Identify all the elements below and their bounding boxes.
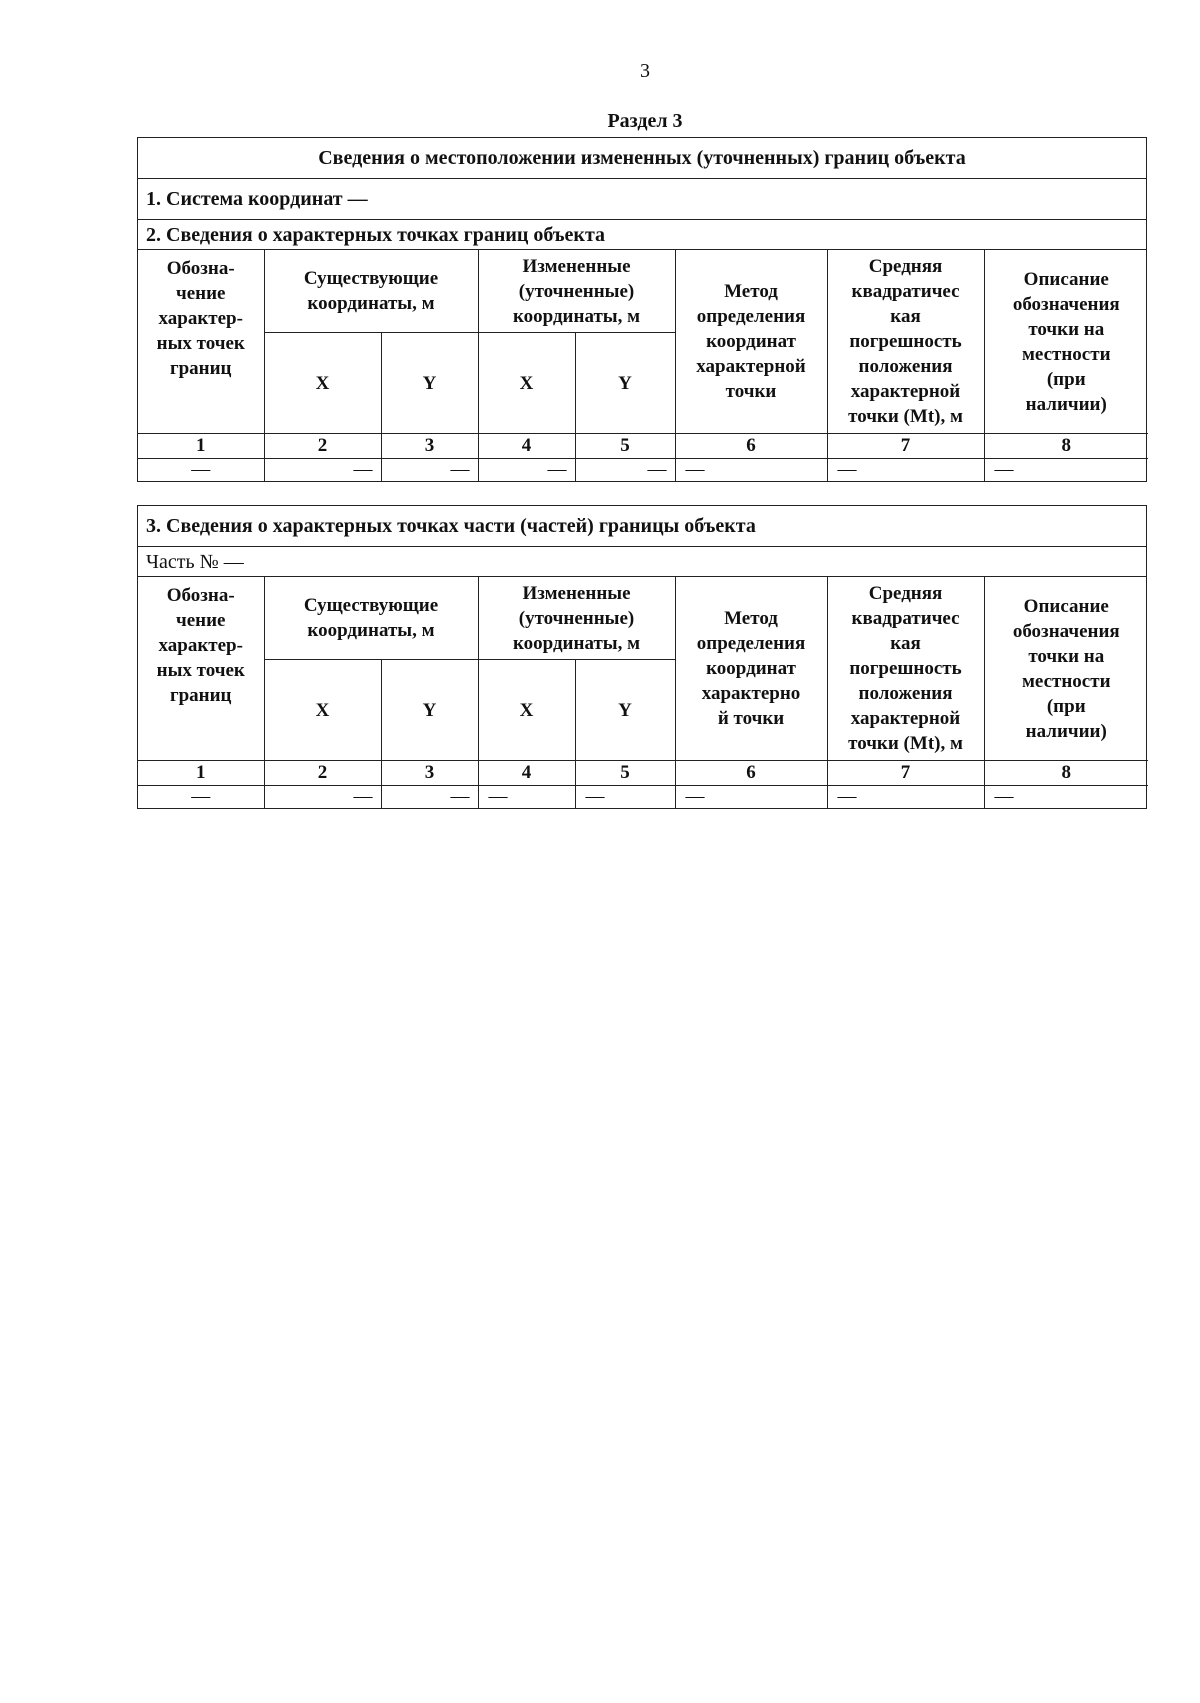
- table-cell: —: [675, 786, 827, 809]
- header-text: Средняя квадратичес кая погрешность положения характерной точки (Mt), м: [848, 256, 963, 427]
- existing-coords-header: [264, 250, 478, 333]
- changed-y-header: Y: [575, 333, 675, 434]
- existing-x-header: X: [264, 660, 381, 761]
- column-number: 5: [575, 434, 675, 459]
- part-points-table: [138, 577, 1148, 808]
- part-boundary-block: [137, 505, 1147, 809]
- column-number: 4: [478, 434, 575, 459]
- table-cell: —: [478, 459, 575, 482]
- table-cell: —: [575, 786, 675, 809]
- table-cell: —: [138, 459, 264, 482]
- existing-y-header: Y: [381, 333, 478, 434]
- header-text: Существующие координаты, м: [303, 268, 439, 314]
- designation-header: [138, 577, 264, 761]
- header-text: Средняя квадратичес кая погрешность положения характерной точки (Mt), м: [848, 583, 963, 754]
- table-cell: —: [138, 786, 264, 809]
- table-cell: —: [827, 459, 984, 482]
- block-title: Сведения о местоположении измененных (уточненных) границ объекта: [138, 138, 1146, 179]
- column-number: 6: [675, 434, 827, 459]
- changed-x-header: X: [478, 660, 575, 761]
- column-number-row: [138, 434, 1148, 459]
- header-text: Измененные (уточненные) координаты, м: [512, 582, 641, 654]
- header-text: Метод определения координат характерной точки: [696, 281, 806, 402]
- column-number: 2: [264, 434, 381, 459]
- table-cell: —: [381, 459, 478, 482]
- table-header-row: [138, 250, 1148, 333]
- table-row: [138, 459, 1148, 482]
- column-number: 7: [827, 434, 984, 459]
- header-text: Измененные (уточненные) координаты, м: [512, 255, 641, 327]
- header-text: Существующие координаты, м: [303, 595, 439, 641]
- table-header-row: [138, 577, 1148, 660]
- column-number: 2: [264, 761, 381, 786]
- points-heading: 2. Сведения о характерных точках границ объекта: [138, 220, 1146, 250]
- table-cell: —: [381, 786, 478, 809]
- changed-x-header: X: [478, 333, 575, 434]
- table-cell: —: [264, 459, 381, 482]
- boundary-points-table: [138, 250, 1148, 481]
- table-row: [138, 786, 1148, 809]
- page-number: 3: [640, 60, 650, 82]
- header-text: Описание обозначения точки на местности (при наличии): [1012, 595, 1120, 742]
- header-text: Обозна- чение характер- ных точек границ: [156, 258, 245, 379]
- column-number-row: [138, 761, 1148, 786]
- changed-coords-header: [478, 250, 675, 333]
- header-text: Обозна- чение характер- ных точек границ: [156, 585, 245, 706]
- description-header: [984, 250, 1148, 434]
- section-title: Раздел 3: [607, 110, 683, 132]
- column-number: 4: [478, 761, 575, 786]
- table-cell: —: [984, 459, 1148, 482]
- coordinate-system-line: 1. Система координат —: [138, 179, 1146, 220]
- column-number: 8: [984, 434, 1148, 459]
- column-number: 6: [675, 761, 827, 786]
- table-cell: —: [478, 786, 575, 809]
- header-text: Описание обозначения точки на местности (при наличии): [1012, 268, 1120, 415]
- table-cell: —: [675, 459, 827, 482]
- changed-coords-header: [478, 577, 675, 660]
- table-cell: —: [827, 786, 984, 809]
- column-number: 5: [575, 761, 675, 786]
- column-number: 3: [381, 434, 478, 459]
- error-header: [827, 577, 984, 761]
- part-number-line: Часть № —: [138, 547, 1146, 577]
- method-header: [675, 250, 827, 434]
- method-header: [675, 577, 827, 761]
- header-text: Метод определения координат характерно й точки: [696, 608, 806, 729]
- column-number: 1: [138, 434, 264, 459]
- column-number: 8: [984, 761, 1148, 786]
- existing-y-header: Y: [381, 660, 478, 761]
- column-number: 1: [138, 761, 264, 786]
- column-number: 3: [381, 761, 478, 786]
- column-number: 7: [827, 761, 984, 786]
- description-header: [984, 577, 1148, 761]
- table-cell: —: [575, 459, 675, 482]
- error-header: [827, 250, 984, 434]
- existing-coords-header: [264, 577, 478, 660]
- boundary-location-block: [137, 137, 1147, 482]
- existing-x-header: X: [264, 333, 381, 434]
- designation-header: [138, 250, 264, 434]
- changed-y-header: Y: [575, 660, 675, 761]
- table-cell: —: [264, 786, 381, 809]
- part-points-heading: 3. Сведения о характерных точках части (частей) границы объекта: [138, 506, 1146, 547]
- table-cell: —: [984, 786, 1148, 809]
